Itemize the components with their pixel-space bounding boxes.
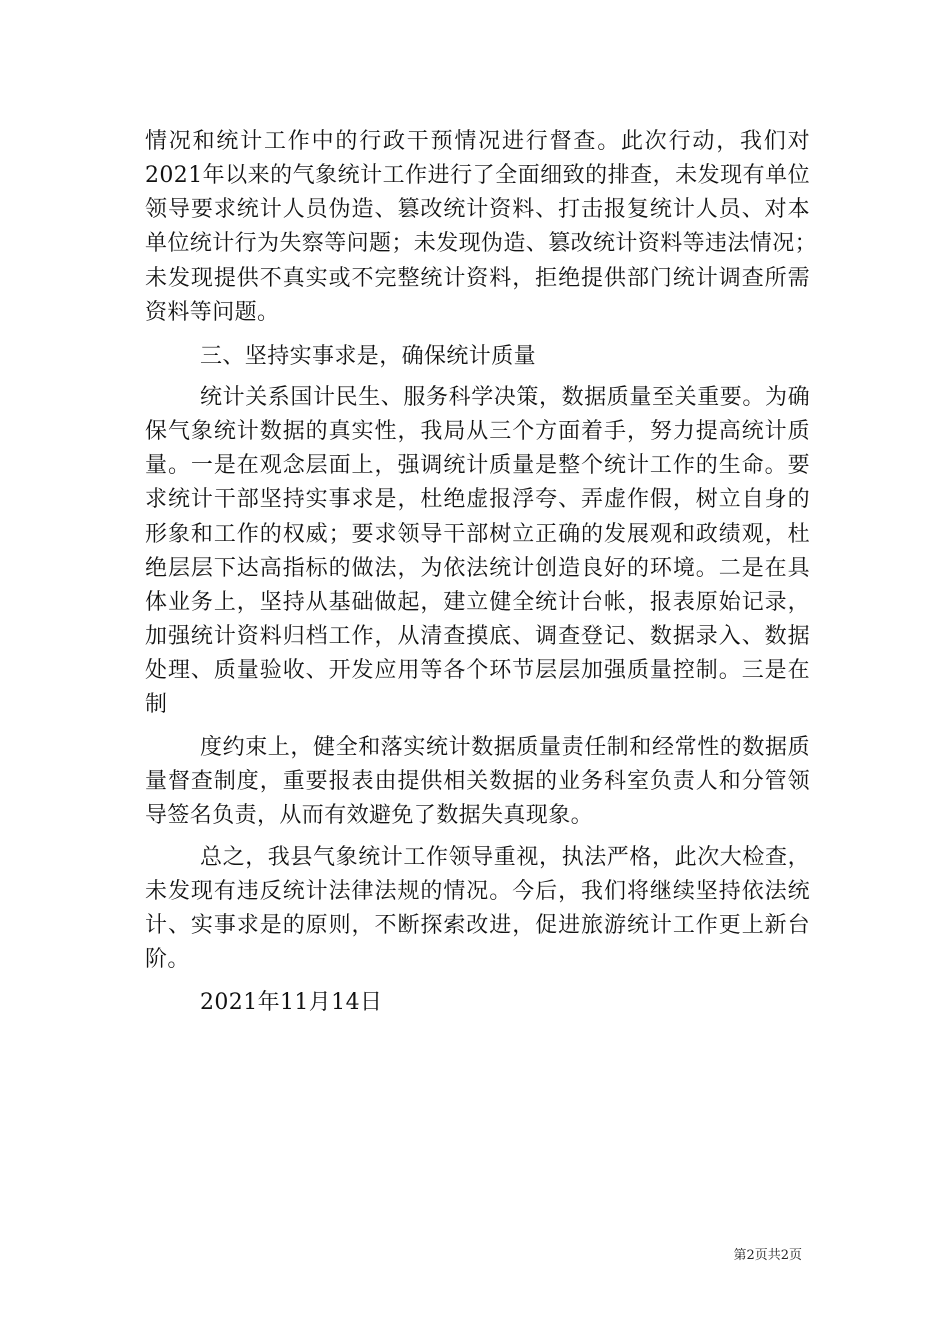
text-line: 2021年以来的气象统计工作进行了全面细致的排查，未发现有单位 [145,163,810,188]
text-line: 处理、质量验收、开发应用等各个环节层层加强质量控制。三是在 [145,658,810,683]
text-line: 度约束上，健全和落实统计数据质量责任制和经常性的数据质 [200,735,810,760]
text-line: 统计关系国计民生、服务科学决策，数据质量至关重要。为确 [200,385,810,410]
text-line: 未发现有违反统计法律法规的情况。今后，我们将继续坚持依法统 [145,879,810,904]
text-line: 总之，我县气象统计工作领导重视，执法严格，此次大检查， [200,845,810,870]
text-line: 形象和工作的权威；要求领导干部树立正确的发展观和政绩观，杜 [145,522,810,547]
text-line: 制 [145,692,168,717]
text-line: 求统计干部坚持实事求是，杜绝虚报浮夸、弄虚作假，树立自身的 [145,487,810,512]
text-line: 计、实事求是的原则，不断探索改进，促进旅游统计工作更上新台 [145,913,810,938]
text-line: 量。一是在观念层面上，强调统计质量是整个统计工作的生命。要 [145,453,810,478]
text-line: 导签名负责，从而有效避免了数据失真现象。 [145,803,594,828]
text-line: 情况和统计工作中的行政干预情况进行督查。此次行动，我们对 [145,129,810,154]
text-line: 资料等问题。 [145,300,280,325]
document-date: 2021年11月14日 [200,990,383,1015]
text-line: 保气象统计数据的真实性，我局从三个方面着手，努力提高统计质 [145,419,810,444]
text-line: 量督查制度，重要报表由提供相关数据的业务科室负责人和分管领 [145,769,810,794]
text-line: 单位统计行为失察等问题；未发现伪造、篡改统计资料等违法情况； [145,231,818,256]
section-heading: 三、坚持实事求是，确保统计质量 [200,344,537,369]
text-line: 领导要求统计人员伪造、篡改统计资料、打击报复统计人员、对本 [145,197,810,222]
text-line: 阶。 [145,947,190,972]
page-number: 第2页共2页 [733,1248,802,1263]
text-line: 体业务上，坚持从基础做起，建立健全统计台帐，报表原始记录， [145,590,810,615]
text-line: 未发现提供不真实或不完整统计资料，拒绝提供部门统计调查所需 [145,266,810,291]
text-line: 加强统计资料归档工作，从清查摸底、调查登记、数据录入、数据 [145,624,810,649]
text-line: 绝层层下达高指标的做法，为依法统计创造良好的环境。二是在具 [145,556,810,581]
